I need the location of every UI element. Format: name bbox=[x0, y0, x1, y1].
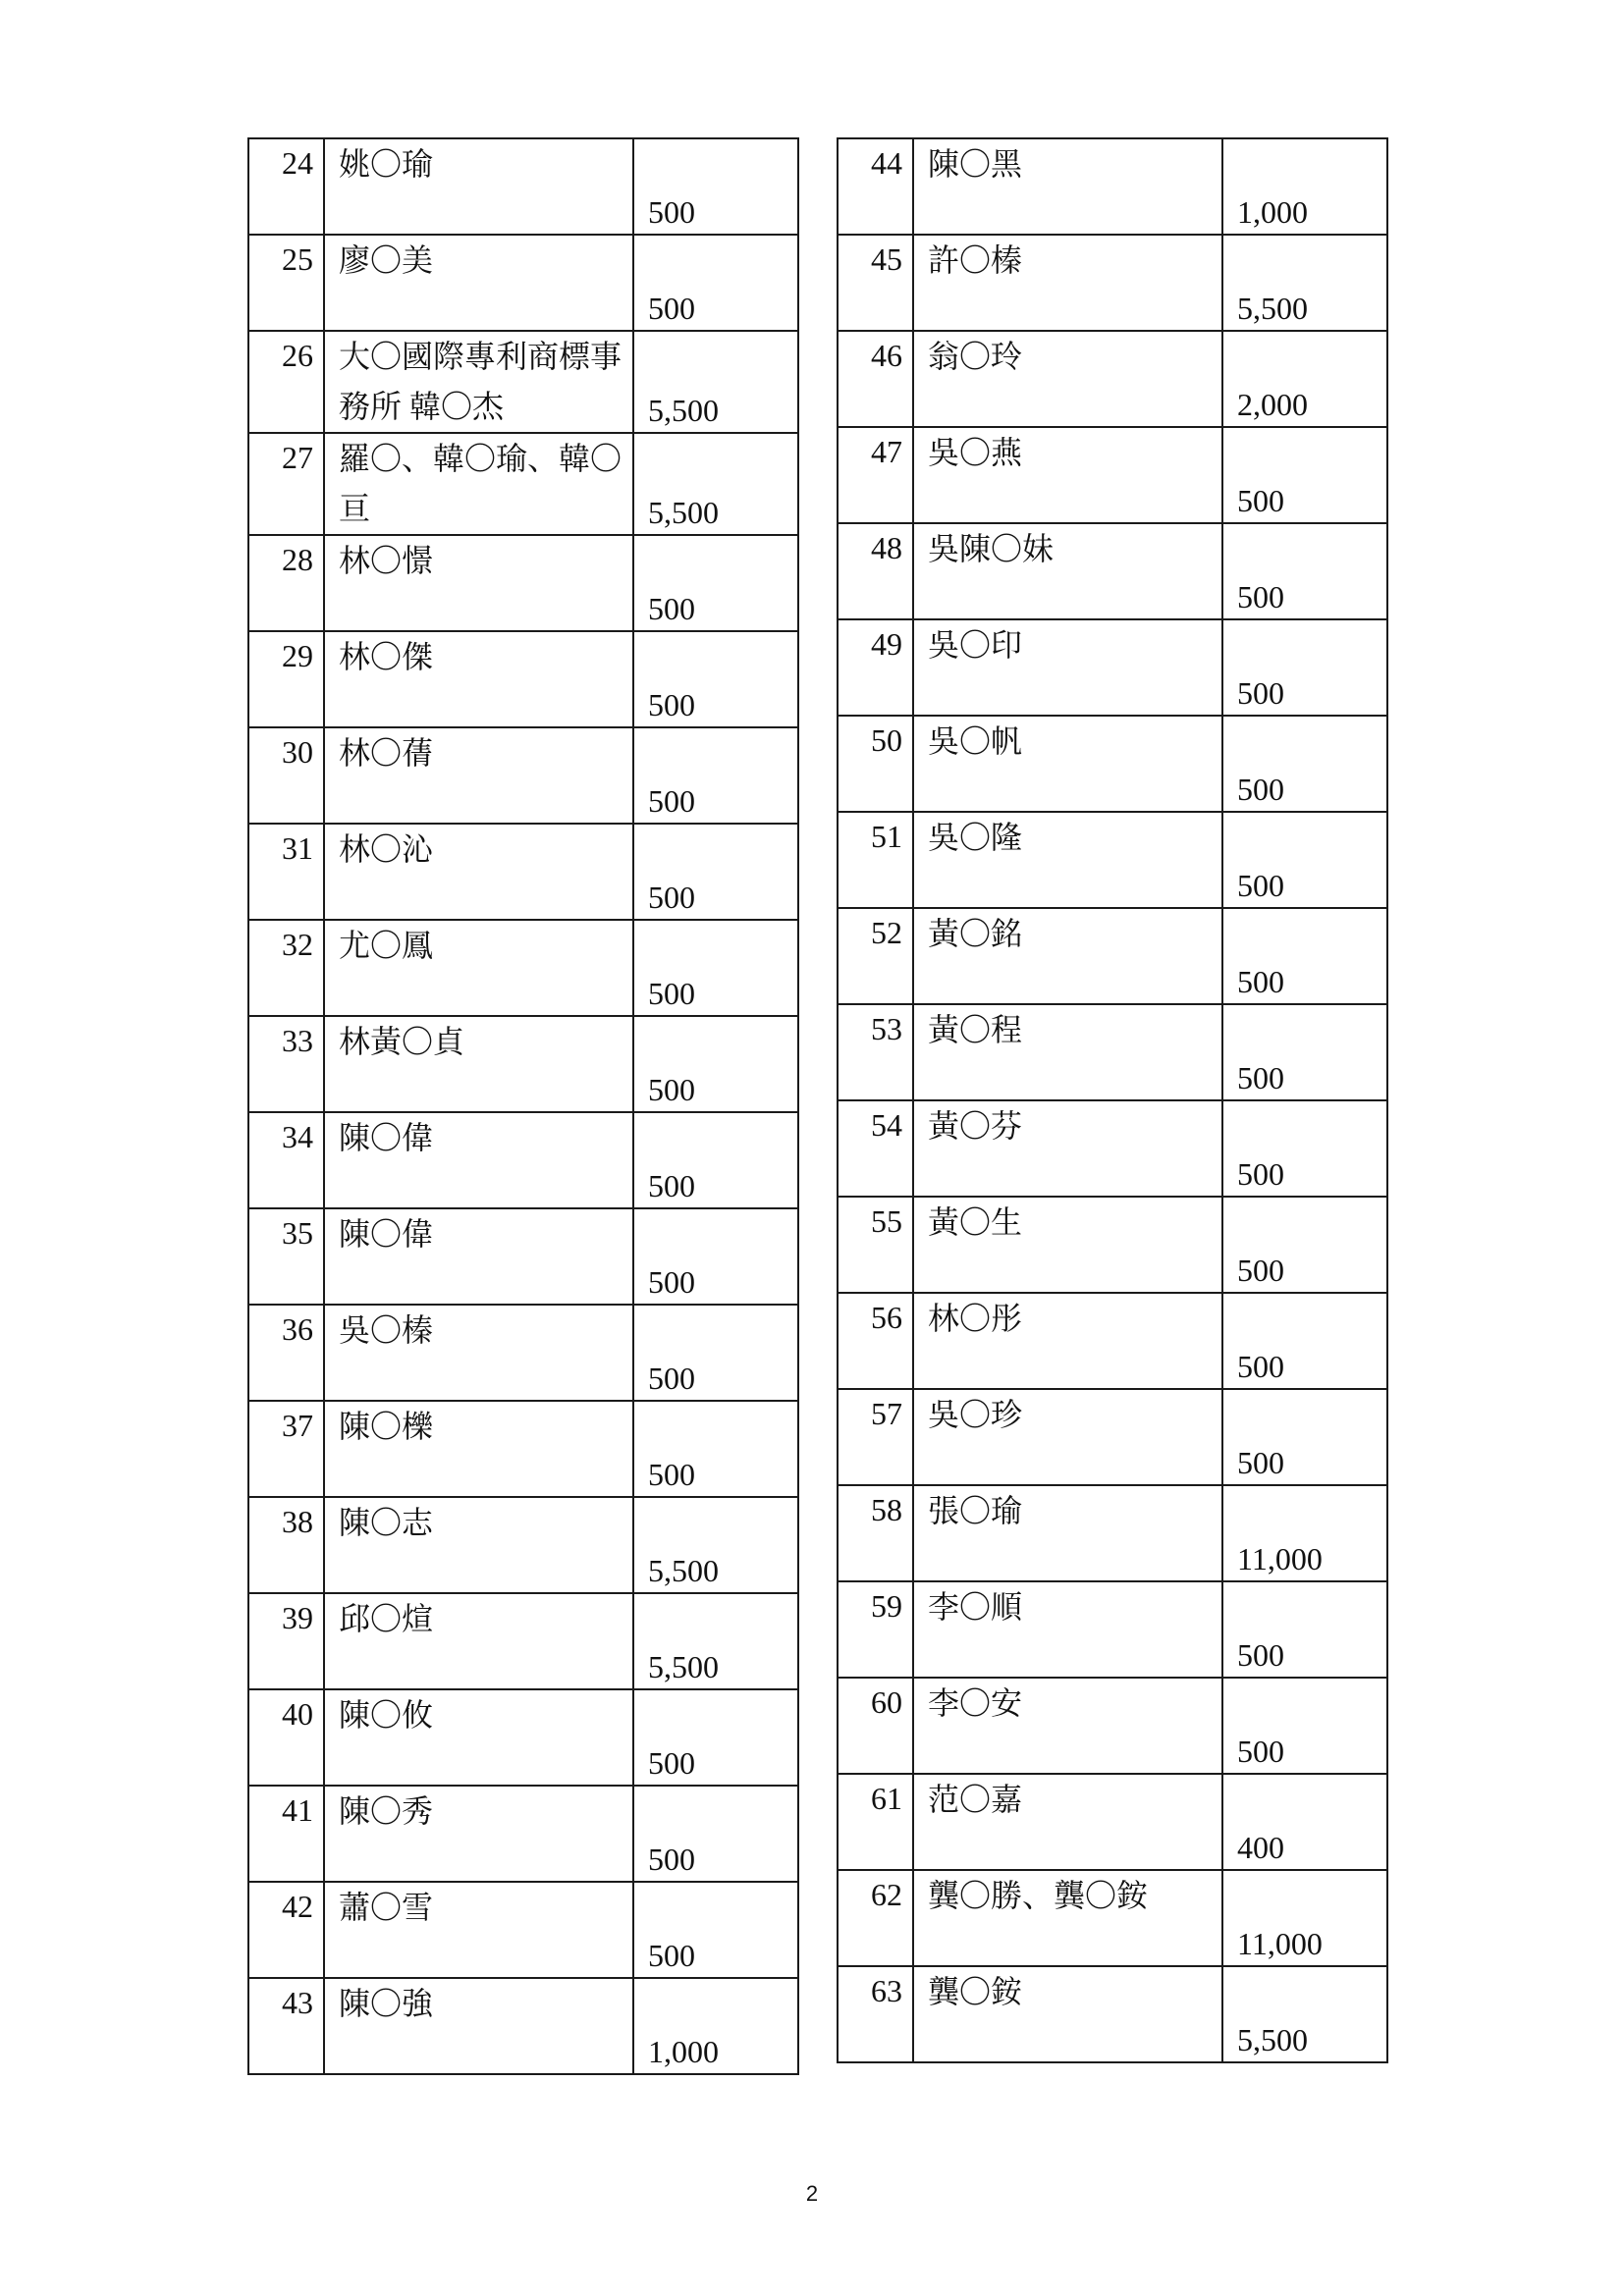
row-number: 44 bbox=[838, 138, 913, 235]
table-row bbox=[248, 631, 798, 727]
donor-name: 范〇嘉 bbox=[928, 1782, 1023, 1817]
donation-amount: 500 bbox=[633, 1786, 798, 1882]
row-number: 57 bbox=[838, 1389, 913, 1485]
donor-name-cell bbox=[913, 1100, 1222, 1197]
donation-amount: 500 bbox=[1222, 1581, 1387, 1678]
donor-name-cell bbox=[324, 1593, 633, 1689]
table-row bbox=[838, 1678, 1387, 1774]
row-number: 29 bbox=[248, 631, 324, 727]
table-row bbox=[248, 1305, 798, 1401]
donor-name-cell bbox=[913, 523, 1222, 619]
donor-name: 陳〇黑 bbox=[928, 146, 1023, 182]
donor-name-cell bbox=[324, 920, 633, 1016]
donation-amount: 500 bbox=[1222, 427, 1387, 523]
donation-amount: 11,000 bbox=[1222, 1485, 1387, 1581]
donor-name-cell bbox=[913, 235, 1222, 331]
row-number: 48 bbox=[838, 523, 913, 619]
donor-name-cell bbox=[913, 812, 1222, 908]
donation-amount: 500 bbox=[633, 1401, 798, 1497]
donor-name: 陳〇偉 bbox=[339, 1120, 434, 1155]
table-row bbox=[248, 1497, 798, 1593]
page-number: 2 bbox=[805, 2181, 819, 2206]
donor-name-cell bbox=[913, 1774, 1222, 1870]
table-row bbox=[838, 1485, 1387, 1581]
donor-name-cell bbox=[324, 1689, 633, 1786]
donation-amount: 500 bbox=[633, 727, 798, 824]
donor-name: 張〇瑜 bbox=[928, 1493, 1023, 1528]
table-row bbox=[838, 331, 1387, 427]
donation-amount: 500 bbox=[1222, 1389, 1387, 1485]
donation-amount: 5,500 bbox=[1222, 235, 1387, 331]
table-row bbox=[248, 235, 798, 331]
row-number: 46 bbox=[838, 331, 913, 427]
donation-amount: 5,500 bbox=[633, 1497, 798, 1593]
donor-name: 龔〇勝、龔〇銨 bbox=[928, 1878, 1149, 1913]
donation-amount: 500 bbox=[1222, 908, 1387, 1004]
donor-name-cell bbox=[324, 1208, 633, 1305]
table-row bbox=[248, 1882, 798, 1978]
table-row bbox=[838, 716, 1387, 812]
row-number: 63 bbox=[838, 1966, 913, 2062]
table-row bbox=[838, 1870, 1387, 1966]
donation-amount: 500 bbox=[633, 1689, 798, 1786]
donor-name-cell bbox=[913, 1966, 1222, 2062]
table-row bbox=[248, 1786, 798, 1882]
row-number: 53 bbox=[838, 1004, 913, 1100]
row-number: 28 bbox=[248, 535, 324, 631]
donor-name: 邱〇煊 bbox=[339, 1601, 434, 1636]
donor-name: 吳〇隆 bbox=[928, 820, 1023, 855]
table-row bbox=[838, 427, 1387, 523]
donor-name-cell bbox=[324, 824, 633, 920]
donor-name-cell bbox=[324, 535, 633, 631]
donor-name-cell bbox=[913, 1389, 1222, 1485]
donation-amount: 500 bbox=[1222, 1197, 1387, 1293]
donation-amount: 500 bbox=[1222, 716, 1387, 812]
table-row bbox=[838, 1293, 1387, 1389]
row-number: 56 bbox=[838, 1293, 913, 1389]
row-number: 39 bbox=[248, 1593, 324, 1689]
row-number: 41 bbox=[248, 1786, 324, 1882]
row-number: 38 bbox=[248, 1497, 324, 1593]
donor-name-cell bbox=[913, 716, 1222, 812]
table-row bbox=[248, 331, 798, 433]
donor-name: 黃〇芬 bbox=[928, 1108, 1023, 1144]
row-number: 37 bbox=[248, 1401, 324, 1497]
donor-name-cell bbox=[324, 1401, 633, 1497]
donor-name-cell bbox=[324, 138, 633, 235]
donation-amount: 500 bbox=[1222, 523, 1387, 619]
donation-amount: 5,500 bbox=[1222, 1966, 1387, 2062]
donation-amount: 500 bbox=[633, 138, 798, 235]
donor-name: 吳〇帆 bbox=[928, 723, 1023, 759]
donor-name-cell bbox=[913, 1197, 1222, 1293]
table-row bbox=[838, 1100, 1387, 1197]
donor-name: 陳〇強 bbox=[339, 1986, 434, 2021]
donation-amount: 1,000 bbox=[633, 1978, 798, 2074]
table-row bbox=[248, 1401, 798, 1497]
donor-name: 龔〇銨 bbox=[928, 1974, 1023, 2009]
donor-name: 吳〇珍 bbox=[928, 1397, 1023, 1432]
donor-name-cell bbox=[324, 727, 633, 824]
row-number: 62 bbox=[838, 1870, 913, 1966]
row-number: 54 bbox=[838, 1100, 913, 1197]
donor-name: 陳〇攸 bbox=[339, 1697, 434, 1733]
table-row bbox=[248, 1016, 798, 1112]
row-number: 50 bbox=[838, 716, 913, 812]
donor-name: 姚〇瑜 bbox=[339, 146, 434, 182]
donor-name: 林〇彤 bbox=[928, 1301, 1023, 1336]
donation-amount: 500 bbox=[1222, 1004, 1387, 1100]
table-row bbox=[838, 619, 1387, 716]
donation-amount: 2,000 bbox=[1222, 331, 1387, 427]
table-row bbox=[248, 920, 798, 1016]
donation-amount: 500 bbox=[1222, 812, 1387, 908]
table-row bbox=[838, 1389, 1387, 1485]
table-row bbox=[838, 235, 1387, 331]
donor-name: 黃〇銘 bbox=[928, 916, 1023, 951]
donor-name: 蕭〇雪 bbox=[339, 1890, 434, 1925]
row-number: 61 bbox=[838, 1774, 913, 1870]
row-number: 43 bbox=[248, 1978, 324, 2074]
row-number: 58 bbox=[838, 1485, 913, 1581]
row-number: 47 bbox=[838, 427, 913, 523]
donation-amount: 5,500 bbox=[633, 1593, 798, 1689]
donation-amount: 500 bbox=[633, 235, 798, 331]
donor-name-cell bbox=[913, 1678, 1222, 1774]
donor-name: 黃〇生 bbox=[928, 1204, 1023, 1240]
donor-table-left bbox=[247, 137, 799, 2075]
donor-name-cell bbox=[324, 1112, 633, 1208]
donation-amount: 400 bbox=[1222, 1774, 1387, 1870]
donor-name-cell bbox=[324, 1978, 633, 2074]
row-number: 40 bbox=[248, 1689, 324, 1786]
row-number: 59 bbox=[838, 1581, 913, 1678]
row-number: 51 bbox=[838, 812, 913, 908]
donor-name: 林黃〇貞 bbox=[339, 1024, 465, 1059]
row-number: 24 bbox=[248, 138, 324, 235]
table-row bbox=[838, 1774, 1387, 1870]
donation-amount: 500 bbox=[633, 1016, 798, 1112]
donor-name: 吳陳〇妹 bbox=[928, 531, 1055, 566]
donor-name: 大〇國際專利商標事務所 韓〇杰 bbox=[339, 339, 623, 424]
donor-table-right-body bbox=[838, 138, 1387, 2062]
donor-name-cell bbox=[913, 619, 1222, 716]
donor-name: 林〇憬 bbox=[339, 543, 434, 578]
donor-name-cell bbox=[913, 1581, 1222, 1678]
donor-name-cell bbox=[324, 1882, 633, 1978]
donation-amount: 1,000 bbox=[1222, 138, 1387, 235]
donation-amount: 500 bbox=[1222, 619, 1387, 716]
donor-name: 黃〇程 bbox=[928, 1012, 1023, 1047]
donor-name: 陳〇秀 bbox=[339, 1793, 434, 1829]
donor-name-cell bbox=[324, 1786, 633, 1882]
donor-name-cell bbox=[913, 331, 1222, 427]
row-number: 42 bbox=[248, 1882, 324, 1978]
table-row bbox=[248, 1208, 798, 1305]
table-row bbox=[248, 1978, 798, 2074]
table-row bbox=[248, 1689, 798, 1786]
row-number: 31 bbox=[248, 824, 324, 920]
table-row bbox=[248, 433, 798, 535]
row-number: 60 bbox=[838, 1678, 913, 1774]
donation-amount: 500 bbox=[633, 920, 798, 1016]
table-row bbox=[248, 727, 798, 824]
donor-name: 尤〇鳳 bbox=[339, 928, 434, 963]
donor-name-cell bbox=[324, 631, 633, 727]
table-row bbox=[248, 1112, 798, 1208]
donor-name-cell bbox=[324, 331, 633, 433]
donor-name: 陳〇志 bbox=[339, 1505, 434, 1540]
donation-amount: 500 bbox=[633, 1305, 798, 1401]
donor-name-cell bbox=[324, 1497, 633, 1593]
table-row bbox=[248, 535, 798, 631]
donor-table-left-body bbox=[248, 138, 798, 2074]
donor-name-cell bbox=[913, 138, 1222, 235]
row-number: 33 bbox=[248, 1016, 324, 1112]
donor-name: 吳〇燕 bbox=[928, 435, 1023, 470]
donor-name: 廖〇美 bbox=[339, 242, 434, 278]
donor-name: 李〇安 bbox=[928, 1685, 1023, 1721]
row-number: 32 bbox=[248, 920, 324, 1016]
donor-name: 翁〇玲 bbox=[928, 339, 1023, 374]
table-row bbox=[838, 908, 1387, 1004]
donor-name-cell bbox=[913, 1870, 1222, 1966]
donation-amount: 11,000 bbox=[1222, 1870, 1387, 1966]
donor-name: 陳〇櫟 bbox=[339, 1409, 434, 1444]
row-number: 34 bbox=[248, 1112, 324, 1208]
donor-table-right bbox=[837, 137, 1388, 2063]
row-number: 49 bbox=[838, 619, 913, 716]
donation-amount: 500 bbox=[1222, 1293, 1387, 1389]
table-row bbox=[838, 1004, 1387, 1100]
donation-amount: 500 bbox=[633, 1112, 798, 1208]
table-row bbox=[838, 1581, 1387, 1678]
donation-amount: 500 bbox=[633, 1882, 798, 1978]
row-number: 25 bbox=[248, 235, 324, 331]
row-number: 30 bbox=[248, 727, 324, 824]
table-row bbox=[838, 138, 1387, 235]
donation-amount: 5,500 bbox=[633, 433, 798, 535]
table-row bbox=[838, 523, 1387, 619]
donor-name-cell bbox=[913, 427, 1222, 523]
row-number: 45 bbox=[838, 235, 913, 331]
donor-name-cell bbox=[913, 1485, 1222, 1581]
row-number: 52 bbox=[838, 908, 913, 1004]
donor-name: 許〇榛 bbox=[928, 242, 1023, 278]
donor-name: 林〇傑 bbox=[339, 639, 434, 674]
donor-name: 林〇沁 bbox=[339, 831, 434, 867]
donor-name-cell bbox=[324, 1305, 633, 1401]
donation-amount: 500 bbox=[633, 824, 798, 920]
table-row bbox=[838, 1197, 1387, 1293]
donor-name-cell bbox=[324, 433, 633, 535]
donor-name: 李〇順 bbox=[928, 1589, 1023, 1625]
donor-name-cell bbox=[324, 235, 633, 331]
donor-name: 吳〇印 bbox=[928, 627, 1023, 663]
donation-amount: 500 bbox=[1222, 1678, 1387, 1774]
donor-name: 陳〇偉 bbox=[339, 1216, 434, 1252]
donor-name: 林〇蒨 bbox=[339, 735, 434, 771]
donation-amount: 500 bbox=[633, 631, 798, 727]
donor-name-cell bbox=[324, 1016, 633, 1112]
donation-amount: 500 bbox=[633, 1208, 798, 1305]
donation-amount: 500 bbox=[633, 535, 798, 631]
row-number: 55 bbox=[838, 1197, 913, 1293]
row-number: 26 bbox=[248, 331, 324, 433]
row-number: 36 bbox=[248, 1305, 324, 1401]
donation-amount: 500 bbox=[1222, 1100, 1387, 1197]
row-number: 35 bbox=[248, 1208, 324, 1305]
donor-name-cell bbox=[913, 908, 1222, 1004]
row-number: 27 bbox=[248, 433, 324, 535]
table-row bbox=[838, 812, 1387, 908]
table-row bbox=[248, 138, 798, 235]
table-row bbox=[248, 824, 798, 920]
donor-name-cell bbox=[913, 1293, 1222, 1389]
donation-amount: 5,500 bbox=[633, 331, 798, 433]
table-row bbox=[838, 1966, 1387, 2062]
donor-name-cell bbox=[913, 1004, 1222, 1100]
donor-name: 吳〇榛 bbox=[339, 1312, 434, 1348]
donor-name: 羅〇、韓〇瑜、韓〇亘 bbox=[339, 441, 623, 526]
table-row bbox=[248, 1593, 798, 1689]
